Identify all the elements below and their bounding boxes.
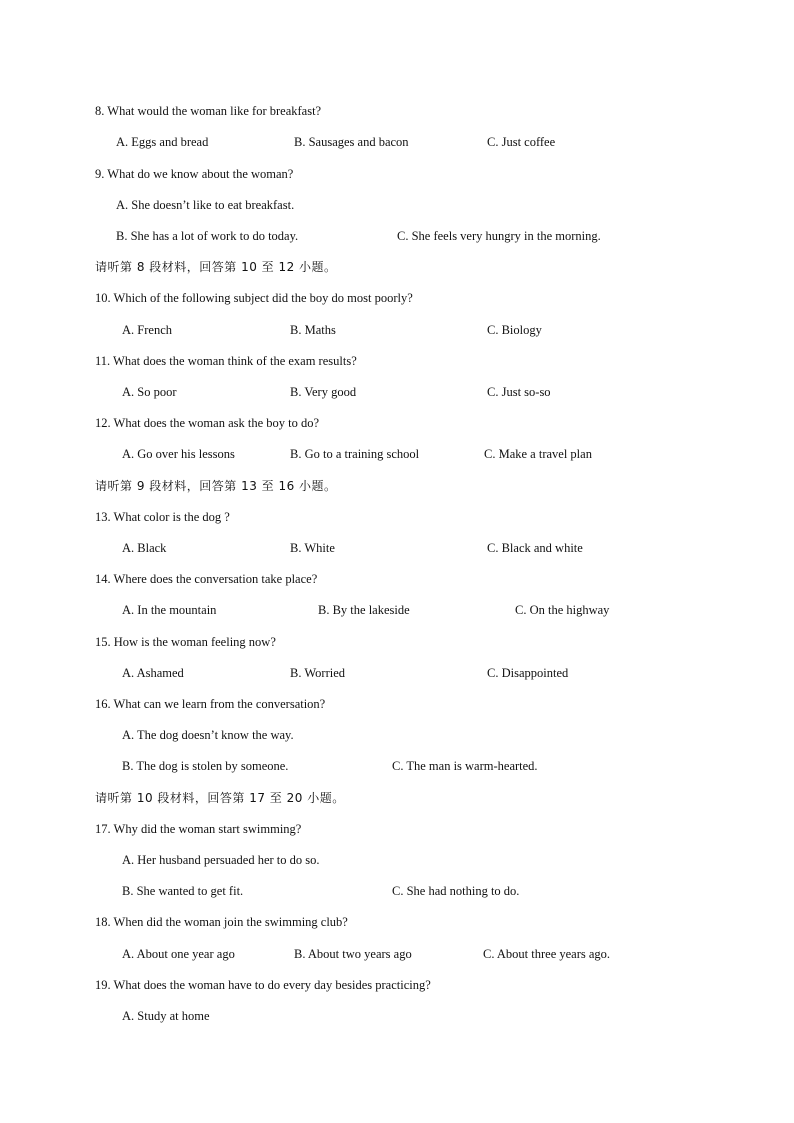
question-10-stem: 10. Which of the following subject did the boy do most poorly? (95, 291, 413, 305)
question-15-option-c: C. Disappointed (487, 666, 569, 680)
question-8-option-c: C. Just coffee (487, 135, 556, 149)
question-10-option-c: C. Biology (487, 323, 542, 337)
question-14-option-b: B. By the lakeside (318, 603, 410, 617)
question-17-option-a: A. Her husband persuaded her to do so. (122, 853, 320, 867)
section-10-instruction: 请听第 10 段材料，回答第 17 至 20 小题。 (95, 791, 345, 805)
question-18-stem: 18. When did the woman join the swimming club? (95, 915, 348, 929)
question-18-option-b: B. About two years ago (294, 947, 412, 961)
question-11-option-b: B. Very good (290, 385, 357, 399)
question-10-option-b: B. Maths (290, 323, 336, 337)
question-19-stem: 19. What does the woman have to do every day besides practicing? (95, 978, 431, 992)
section-8-instruction: 请听第 8 段材料，回答第 10 至 12 小题。 (95, 260, 337, 274)
question-15-option-a: A. Ashamed (122, 666, 184, 680)
question-8-stem: 8. What would the woman like for breakfast? (95, 104, 322, 118)
question-13-stem: 13. What color is the dog ? (95, 510, 230, 524)
question-19-option-a: A. Study at home (122, 1009, 210, 1023)
question-9-option-a: A. She doesn’t like to eat breakfast. (116, 198, 295, 212)
question-12-stem: 12. What does the woman ask the boy to do? (95, 416, 320, 430)
question-9-stem: 9. What do we know about the woman? (95, 167, 294, 181)
question-14-option-a: A. In the mountain (122, 603, 217, 617)
question-16-option-b: B. The dog is stolen by someone. (122, 759, 289, 773)
question-9-option-c: C. She feels very hungry in the morning. (397, 229, 601, 243)
question-15-stem: 15. How is the woman feeling now? (95, 635, 276, 649)
question-13-option-b: B. White (290, 541, 335, 555)
question-13-option-c: C. Black and white (487, 541, 583, 555)
question-9-option-b: B. She has a lot of work to do today. (116, 229, 299, 243)
question-17-option-c: C. She had nothing to do. (392, 884, 520, 898)
question-11-option-a: A. So poor (122, 385, 177, 399)
question-8-option-b: B. Sausages and bacon (294, 135, 409, 149)
question-8-option-a: A. Eggs and bread (116, 135, 209, 149)
question-14-stem: 14. Where does the conversation take place? (95, 572, 318, 586)
question-16-stem: 16. What can we learn from the conversation? (95, 697, 326, 711)
question-15-option-b: B. Worried (290, 666, 346, 680)
question-17-stem: 17. Why did the woman start swimming? (95, 822, 302, 836)
question-16-option-c: C. The man is warm-hearted. (392, 759, 538, 773)
section-9-instruction: 请听第 9 段材料，回答第 13 至 16 小题。 (95, 479, 337, 493)
question-12-option-b: B. Go to a training school (290, 447, 420, 461)
question-12-option-a: A. Go over his lessons (122, 447, 235, 461)
question-14-option-c: C. On the highway (515, 603, 610, 617)
question-16-option-a: A. The dog doesn’t know the way. (122, 728, 294, 742)
question-10-option-a: A. French (122, 323, 172, 337)
question-11-stem: 11. What does the woman think of the exam results? (95, 354, 357, 368)
question-17-option-b: B. She wanted to get fit. (122, 884, 244, 898)
question-12-option-c: C. Make a travel plan (484, 447, 592, 461)
question-18-option-c: C. About three years ago. (483, 947, 611, 961)
question-18-option-a: A. About one year ago (122, 947, 235, 961)
question-11-option-c: C. Just so-so (487, 385, 551, 399)
question-13-option-a: A. Black (122, 541, 167, 555)
